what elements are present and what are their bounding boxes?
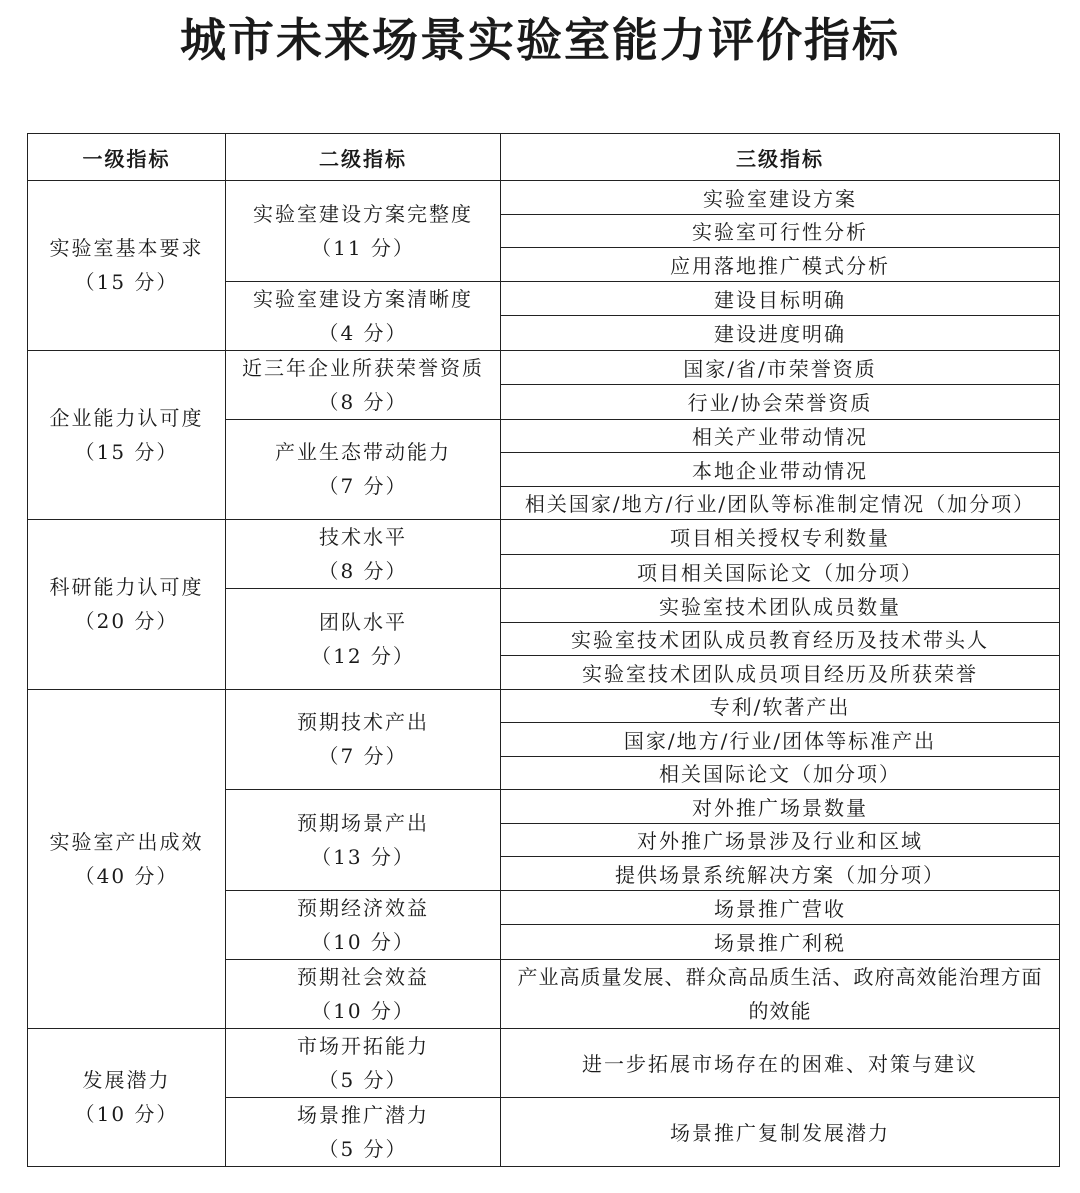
level2-indicator (226, 1097, 501, 1166)
level2-score: （12 分） (311, 643, 415, 668)
level2-indicator (226, 419, 501, 520)
level3-item: 项目相关授权专利数量 (501, 520, 1060, 555)
level2-score: （11 分） (311, 235, 415, 260)
level3-item: 相关国家/地方/行业/团队等标准制定情况（加分项） (501, 486, 1060, 520)
level2-score: （7 分） (318, 474, 408, 499)
level3-item: 行业/协会荣誉资质 (501, 385, 1060, 420)
table-row (28, 350, 1060, 385)
level3-item: 国家/地方/行业/团体等标准产出 (501, 723, 1060, 757)
header-row (28, 134, 1060, 181)
level1-score: （15 分） (74, 439, 179, 464)
level3-item: 实验室可行性分析 (501, 214, 1060, 248)
level2-indicator (226, 281, 501, 350)
level2-score: （4 分） (318, 320, 408, 345)
level2-score: （5 分） (318, 1067, 408, 1092)
level3-item: 建设目标明确 (501, 281, 1060, 316)
level2-indicator (226, 520, 501, 589)
level2-name: 预期社会效益 (297, 964, 429, 989)
table-row (28, 689, 1060, 723)
level1-score: （20 分） (74, 609, 179, 634)
level2-indicator (226, 1028, 501, 1097)
level3-item: 建设进度明确 (501, 316, 1060, 351)
level3-item: 应用落地推广模式分析 (501, 248, 1060, 282)
level3-item: 进一步拓展市场存在的困难、对策与建议 (501, 1028, 1060, 1097)
level2-name: 近三年企业所获荣誉资质 (242, 355, 484, 380)
level1-indicator (28, 350, 226, 520)
level2-name: 产业生态带动能力 (275, 440, 451, 465)
level1-score: （15 分） (74, 270, 179, 295)
level3-item: 实验室技术团队成员项目经历及所获荣誉 (501, 656, 1060, 690)
level3-item: 本地企业带动情况 (501, 453, 1060, 487)
level2-name: 技术水平 (319, 525, 407, 549)
level2-score: （10 分） (311, 929, 415, 954)
level3-item: 产业高质量发展、群众高品质生活、政府高效能治理方面的效能 (501, 959, 1060, 1028)
level2-score: （5 分） (318, 1136, 408, 1161)
header-level3: 三级指标 (501, 134, 1060, 181)
level2-indicator (226, 890, 501, 959)
level1-indicator (28, 689, 226, 1028)
level2-score: （8 分） (318, 559, 408, 583)
level2-indicator (226, 181, 501, 282)
evaluation-table (27, 133, 1060, 1167)
level3-item: 场景推广营收 (501, 890, 1060, 925)
level2-name: 预期经济效益 (297, 895, 429, 920)
level1-name: 企业能力认可度 (49, 405, 204, 430)
level3-item: 场景推广复制发展潜力 (501, 1097, 1060, 1166)
level1-score: （10 分） (74, 1102, 179, 1126)
level1-indicator (28, 520, 226, 690)
level2-indicator (226, 959, 501, 1028)
level1-name: 发展潜力 (82, 1068, 171, 1092)
level2-name: 预期场景产出 (297, 810, 429, 835)
header-level1: 一级指标 (28, 134, 226, 181)
level2-indicator (226, 689, 501, 790)
level3-item: 实验室技术团队成员数量 (501, 589, 1060, 623)
level2-name: 实验室建设方案清晰度 (253, 286, 473, 311)
level1-indicator (28, 181, 226, 351)
level3-item: 场景推广利税 (501, 925, 1060, 960)
header-level2: 二级指标 (226, 134, 501, 181)
level2-indicator (226, 589, 501, 690)
level2-name: 预期技术产出 (297, 710, 429, 735)
level3-item: 相关产业带动情况 (501, 419, 1060, 453)
level1-name: 实验室产出成效 (49, 829, 204, 854)
level2-indicator (226, 350, 501, 419)
level1-score: （40 分） (74, 863, 179, 888)
level2-score: （13 分） (311, 844, 415, 869)
level3-item: 提供场景系统解决方案（加分项） (501, 857, 1060, 891)
level2-indicator (226, 790, 501, 891)
level2-score: （10 分） (311, 998, 415, 1023)
level2-name: 实验室建设方案完整度 (253, 201, 473, 226)
level1-indicator (28, 1028, 226, 1166)
level3-item: 实验室技术团队成员教育经历及技术带头人 (501, 622, 1060, 656)
level1-name: 科研能力认可度 (49, 575, 204, 600)
level3-item: 实验室建设方案 (501, 181, 1060, 215)
level3-item: 对外推广场景涉及行业和区域 (501, 823, 1060, 857)
level3-item: 对外推广场景数量 (501, 790, 1060, 824)
level2-name: 团队水平 (319, 609, 407, 634)
level2-name: 场景推广潜力 (297, 1102, 429, 1127)
level1-name: 实验室基本要求 (49, 236, 204, 261)
level3-item: 相关国际论文（加分项） (501, 756, 1060, 790)
table-row (28, 1028, 1060, 1097)
level3-item: 项目相关国际论文（加分项） (501, 554, 1060, 589)
level2-score: （7 分） (318, 744, 408, 769)
page-title: 城市未来场景实验室能力评价指标 (180, 13, 900, 67)
table-row (28, 181, 1060, 215)
table-row (28, 520, 1060, 555)
level2-name: 市场开拓能力 (297, 1033, 429, 1058)
level3-item: 专利/软著产出 (501, 689, 1060, 723)
level3-item: 国家/省/市荣誉资质 (501, 350, 1060, 385)
level2-score: （8 分） (318, 389, 408, 414)
table-body (28, 181, 1060, 1167)
